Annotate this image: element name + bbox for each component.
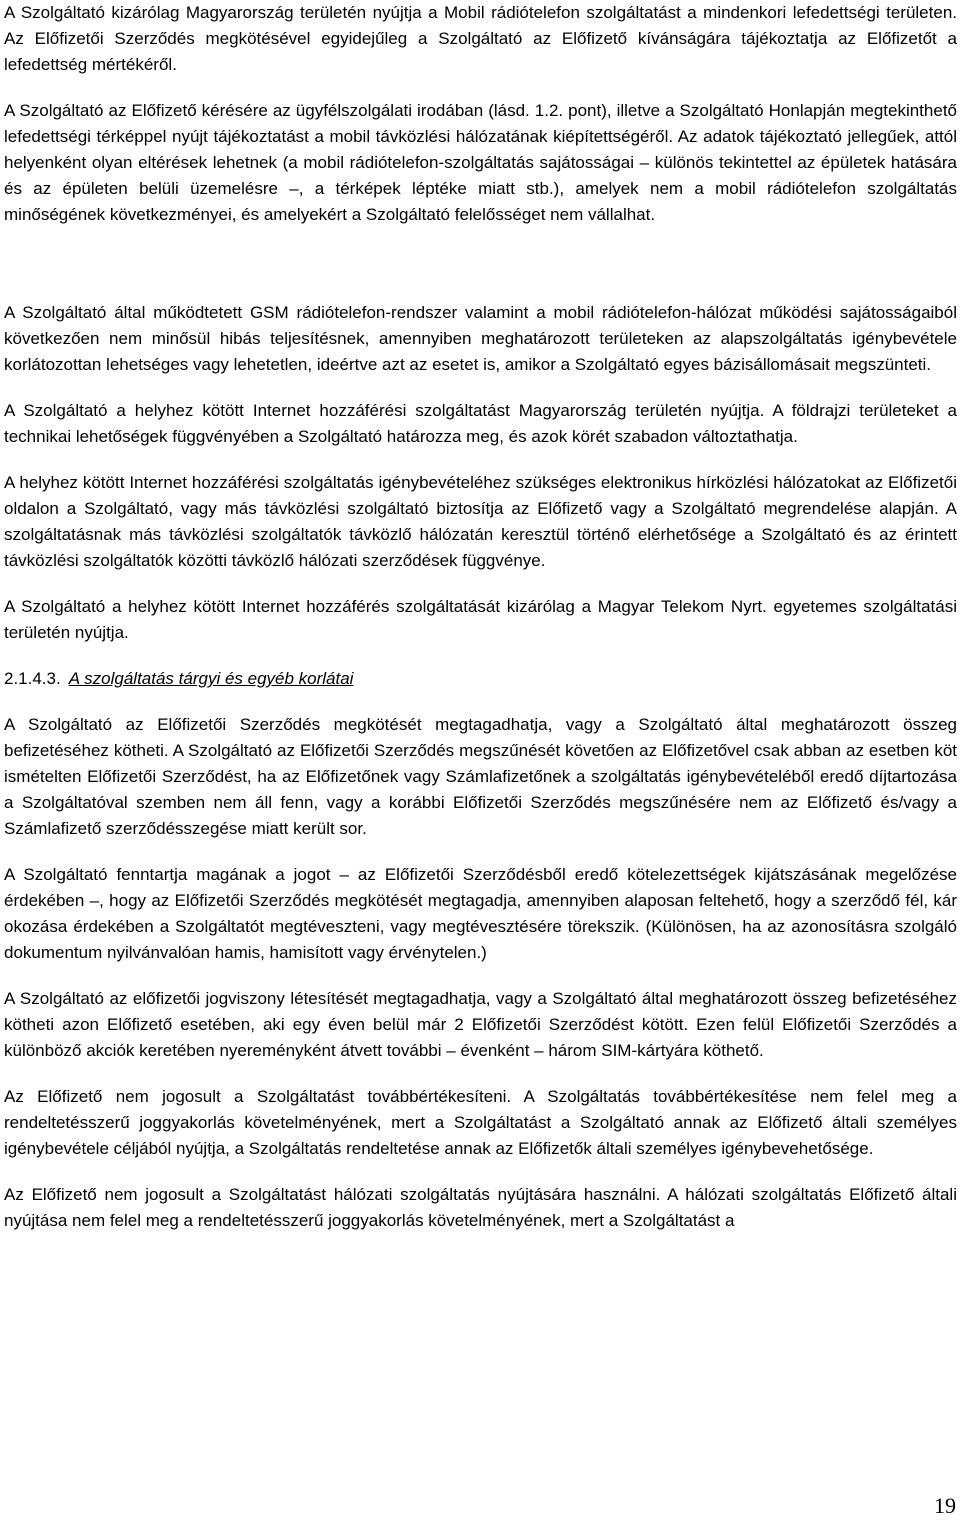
paragraph-no-network-service: Az Előfizető nem jogosult a Szolgáltatást hálózati szolgáltatás nyújtására használni. A hálózati szolgáltatás Előfizető általi nyújtása nem felel meg a rendeltetésszerű joggyakorlás követelményének, mert a Szolgáltatást a	[4, 1185, 957, 1230]
paragraph-contract-refusal: A Szolgáltató az Előfizetői Szerződés megkötését megtagadhatja, vagy a Szolgáltató által meghatározott összeg befizetéséhez kötheti. A Szolgáltató az Előfizetői Szerződés megszűnését követően az Előfizetővel csak abban az esetben köt ismételten Előfizetői Szerződést, ha az Előfizetőnek vagy Számlafizetőnek a szolgáltatás igénybevételéből eredő díjtartozása a Szolgáltatóval szemben nem áll fenn, vagy a korábbi Előfizetői Szerződés megszűnésére nem az Előfizető és/vagy a Számlafizető szerződésszegése miatt került sor.	[4, 715, 957, 838]
paragraph-fixed-internet-area: A Szolgáltató a helyhez kötött Internet hozzáférési szolgáltatást Magyarország területén nyújtja. A földrajzi területeket a technikai lehetőségek függvényében a Szolgáltató határozza meg, és azok körét szabadon változtathatja.	[4, 401, 957, 446]
paragraph-fraud-prevention: A Szolgáltató fenntartja magának a jogot – az Előfizetői Szerződésből eredő kötelezettségek kijátszásának megelőzése érdekében –, hogy az Előfizetői Szerződés megkötését megtagadja, amennyiben alaposan feltehető, hogy a szerződő fél, kár okozása érdekében a Szolgáltatót megtéveszteni, vagy megtévesztésére törekszik. (Különösen, ha az azonosításra szolgáló dokumentum nyilvánvalóan hamis, hamisított vagy érvénytelen.)	[4, 865, 957, 962]
page-number: 19	[934, 1493, 956, 1518]
paragraph-telekom-area: A Szolgáltató a helyhez kötött Internet hozzáférés szolgáltatását kizárólag a Magyar Telekom Nyrt. egyetemes szolgáltatási területén nyújtja.	[4, 597, 957, 642]
section-heading	[4, 666, 957, 692]
paragraph-gsm-limitations: A Szolgáltató által működtetett GSM rádiótelefon-rendszer valamint a mobil rádiótelefon-hálózat működési sajátosságaiból következően nem minősül hibás teljesítésnek, amennyiben meghatározott területeken az alapszolgáltatás igénybevétele korlátozottan lehetséges vagy lehetetlen, ideértve azt az esetet is, amikor a Szolgáltató egyes bázisállomásait megszünteti.	[4, 303, 957, 374]
paragraph-no-resale: Az Előfizető nem jogosult a Szolgáltatást továbbértékesíteni. A Szolgáltatás továbbértékesítése nem felel meg a rendeltetésszerű joggyakorlás követelményének, mert a Szolgáltatást a Szolgáltató annak az Előfizető általi személyes igénybevétele céljából nyújtja, a Szolgáltatás rendeltetése annak az Előfizetők általi személyes igénybevehetősége.	[4, 1087, 957, 1158]
paragraph-fixed-internet-network: A helyhez kötött Internet hozzáférési szolgáltatás igénybevételéhez szükséges elektronikus hírközlési hálózatokat az Előfizetői oldalon a Szolgáltató, vagy más távközlési szolgáltató biztosítja az Előfizető vagy a Szolgáltató megrendelése alapján. A szolgáltatásnak más távközlési szolgáltatók távközlő hálózatán keresztül történő elérhetősége a Szolgáltató és az érintett távközlési szolgáltatók közötti távközlő hálózati szerződések függvénye.	[4, 473, 957, 570]
paragraph-coverage-map: A Szolgáltató az Előfizető kérésére az ügyfélszolgálati irodában (lásd. 1.2. pont), illetve a Szolgáltató Honlapján megtekinthető lefedettségi térképpel nyújt tájékoztatást a mobil távközlési hálózatának kiépítettségéről. Az adatok tájékoztató jellegűek, attól helyenként olyan eltérések lehetnek (a mobil rádiótelefon-szolgáltatás sajátosságai – különös tekintettel az épületek hatására és az épületen belüli üzemelésre –, a térképek léptéke miatt stb.), amelyek nem a mobil rádiótelefon szolgáltatás minőségének következményei, és amelyekért a Szolgáltató felelősséget nem vállalhat.	[4, 101, 957, 224]
section-number: 2.1.4.3.	[4, 669, 61, 688]
document-page	[4, 0, 957, 1234]
paragraph-coverage-area: A Szolgáltató kizárólag Magyarország területén nyújtja a Mobil rádiótelefon szolgáltatást a mindenkori lefedettségi területen. Az Előfizetői Szerződés megkötésével egyidejűleg a Szolgáltató az Előfizető kívánságára tájékoztatja az Előfizetőt a lefedettség mértékéről.	[4, 3, 957, 74]
section-title: A szolgáltatás tárgyi és egyéb korlátai	[68, 669, 354, 688]
paragraph-contract-limit: A Szolgáltató az előfizetői jogviszony létesítését megtagadhatja, vagy a Szolgáltató által meghatározott összeg befizetéséhez kötheti azon Előfizető esetében, aki egy éven belül már 2 Előfizetői Szerződést kötött. Ezen felül Előfizetői Szerződés a különböző akciók keretében nyereményként átvett további – évenként – három SIM-kártyára köthető.	[4, 989, 957, 1060]
